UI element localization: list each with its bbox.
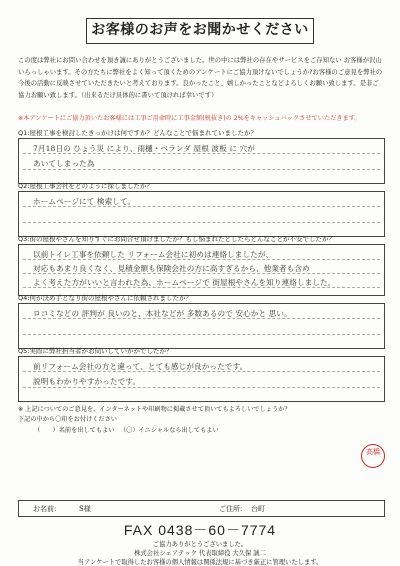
name-value: S様: [79, 505, 91, 513]
page-title: お客様のお声をお聞かせください: [86, 18, 314, 44]
answer-5-line-2: 説明もわかりやすかったです。: [33, 377, 141, 386]
question-2-label: Q2:屋根工事会社をどのように探しましたか？: [18, 182, 153, 190]
permission-question: ※ 上記についてのご意見を、インターネットや印刷物に掲載させて頂いてもよろしいでしょうか？: [18, 406, 291, 413]
answer-3-line-3: よく考えた方がいいと言われた為、ホームページで 街屋根やさんを知り連絡しました。: [33, 278, 336, 287]
answer-5-line-1: 前リフォーム会社の方と違って、とても感じが良かったです。: [33, 362, 248, 371]
name-address-box: [18, 500, 385, 517]
seal-text: 高橋: [366, 448, 380, 456]
question-2: [18, 182, 385, 237]
answer-4-line-1: ロコミなどの 評判が 良いのと、本社などが 多数あるので 安心かと 思い。: [33, 309, 292, 318]
answer-1-line-2: あいてしまった為: [33, 159, 95, 168]
question-5: [18, 347, 385, 402]
question-4: [18, 294, 385, 349]
question-4-label: Q4:何が決め手となり街の屋根やさんに依頼されましたか？: [18, 294, 192, 302]
answer-1-box: [18, 138, 385, 184]
privacy-note: 当アンケートで取得したお客様の個人情報は関係法規に基づき厳正に管理いたします。: [77, 559, 323, 566]
answer-3-line-2: 対応もあまり良くなく、見積金額も保険会社の方に高すぎるから、他業者も含め: [33, 264, 310, 273]
question-3-label: Q3:街の屋根やさんを知りすぐにお問合せ頂けましたか？もし悩まれたとしたらどんなことが不安でしたか？: [18, 235, 335, 243]
fax-number: FAX 0438－60－7774: [123, 522, 277, 538]
address-value: 台町: [251, 505, 265, 513]
thanks-text: ご協力ありがとうございました。: [152, 541, 248, 548]
answer-4-box: [18, 303, 385, 349]
question-1-label: Q1:屋根工事を検討したきっかけは何ですか？どんなことで悩まれていましたか？: [18, 129, 257, 137]
option-name[interactable]: （ ）名前を出してもよい: [34, 427, 115, 434]
address-label: ご住所:: [219, 505, 243, 513]
option-initial[interactable]: （〇）イニシャルなら出してもよい: [120, 427, 219, 434]
answer-2-line-1: ホームページにて 検索して。: [33, 197, 136, 206]
answer-3-box: [18, 244, 385, 296]
answer-1-line-1: 7月18日の ひょう災 により、雨樋・ベランダ 屋根 波板 に 穴が: [33, 144, 255, 153]
answer-3-line-1: 以前トイレ工事を依頼した リフォーム会社に初めは連絡しましたが、: [33, 250, 274, 259]
answer-5-box: [18, 356, 385, 402]
intro-text: この度は弊社にお問い合わせを頂き誠にありがとうございました。世の中には弊社の存在やサービスをご存知ない お客様が沢山いらっしゃいます。その方たちに弊社をよく知って頂くためのアンケートにご協力頂けないでしょうか?お客様のご意見を弊社の今後の活動に反映させていただきたいと考えております。良かったこと、嬉しかったことなどよろしくお願い致します。是非ご協力お願い致します。（出来るだけ具体的に書いて頂ければ幸いです）: [18, 57, 383, 99]
circle-prompt: 下記の中から〇印をお付けください: [18, 416, 117, 423]
question-3: [18, 235, 385, 296]
seal-stamp: [361, 444, 385, 468]
answer-2-box: [18, 191, 385, 237]
company-name: 株式会社シェアテック 代表取締役 大久保 誠二: [134, 550, 266, 557]
question-5-label: Q5:実際に弊社担当者がお伺いしていかがでしたか？: [18, 347, 173, 355]
name-label: お名前:: [33, 505, 57, 513]
cashback-notice: ※本アンケートにご協力頂いたお客様には工事ご用命時に工事金額(税抜き)の 2%をキャッシュバックさせていただきます。: [18, 115, 361, 122]
question-1: [18, 129, 385, 184]
